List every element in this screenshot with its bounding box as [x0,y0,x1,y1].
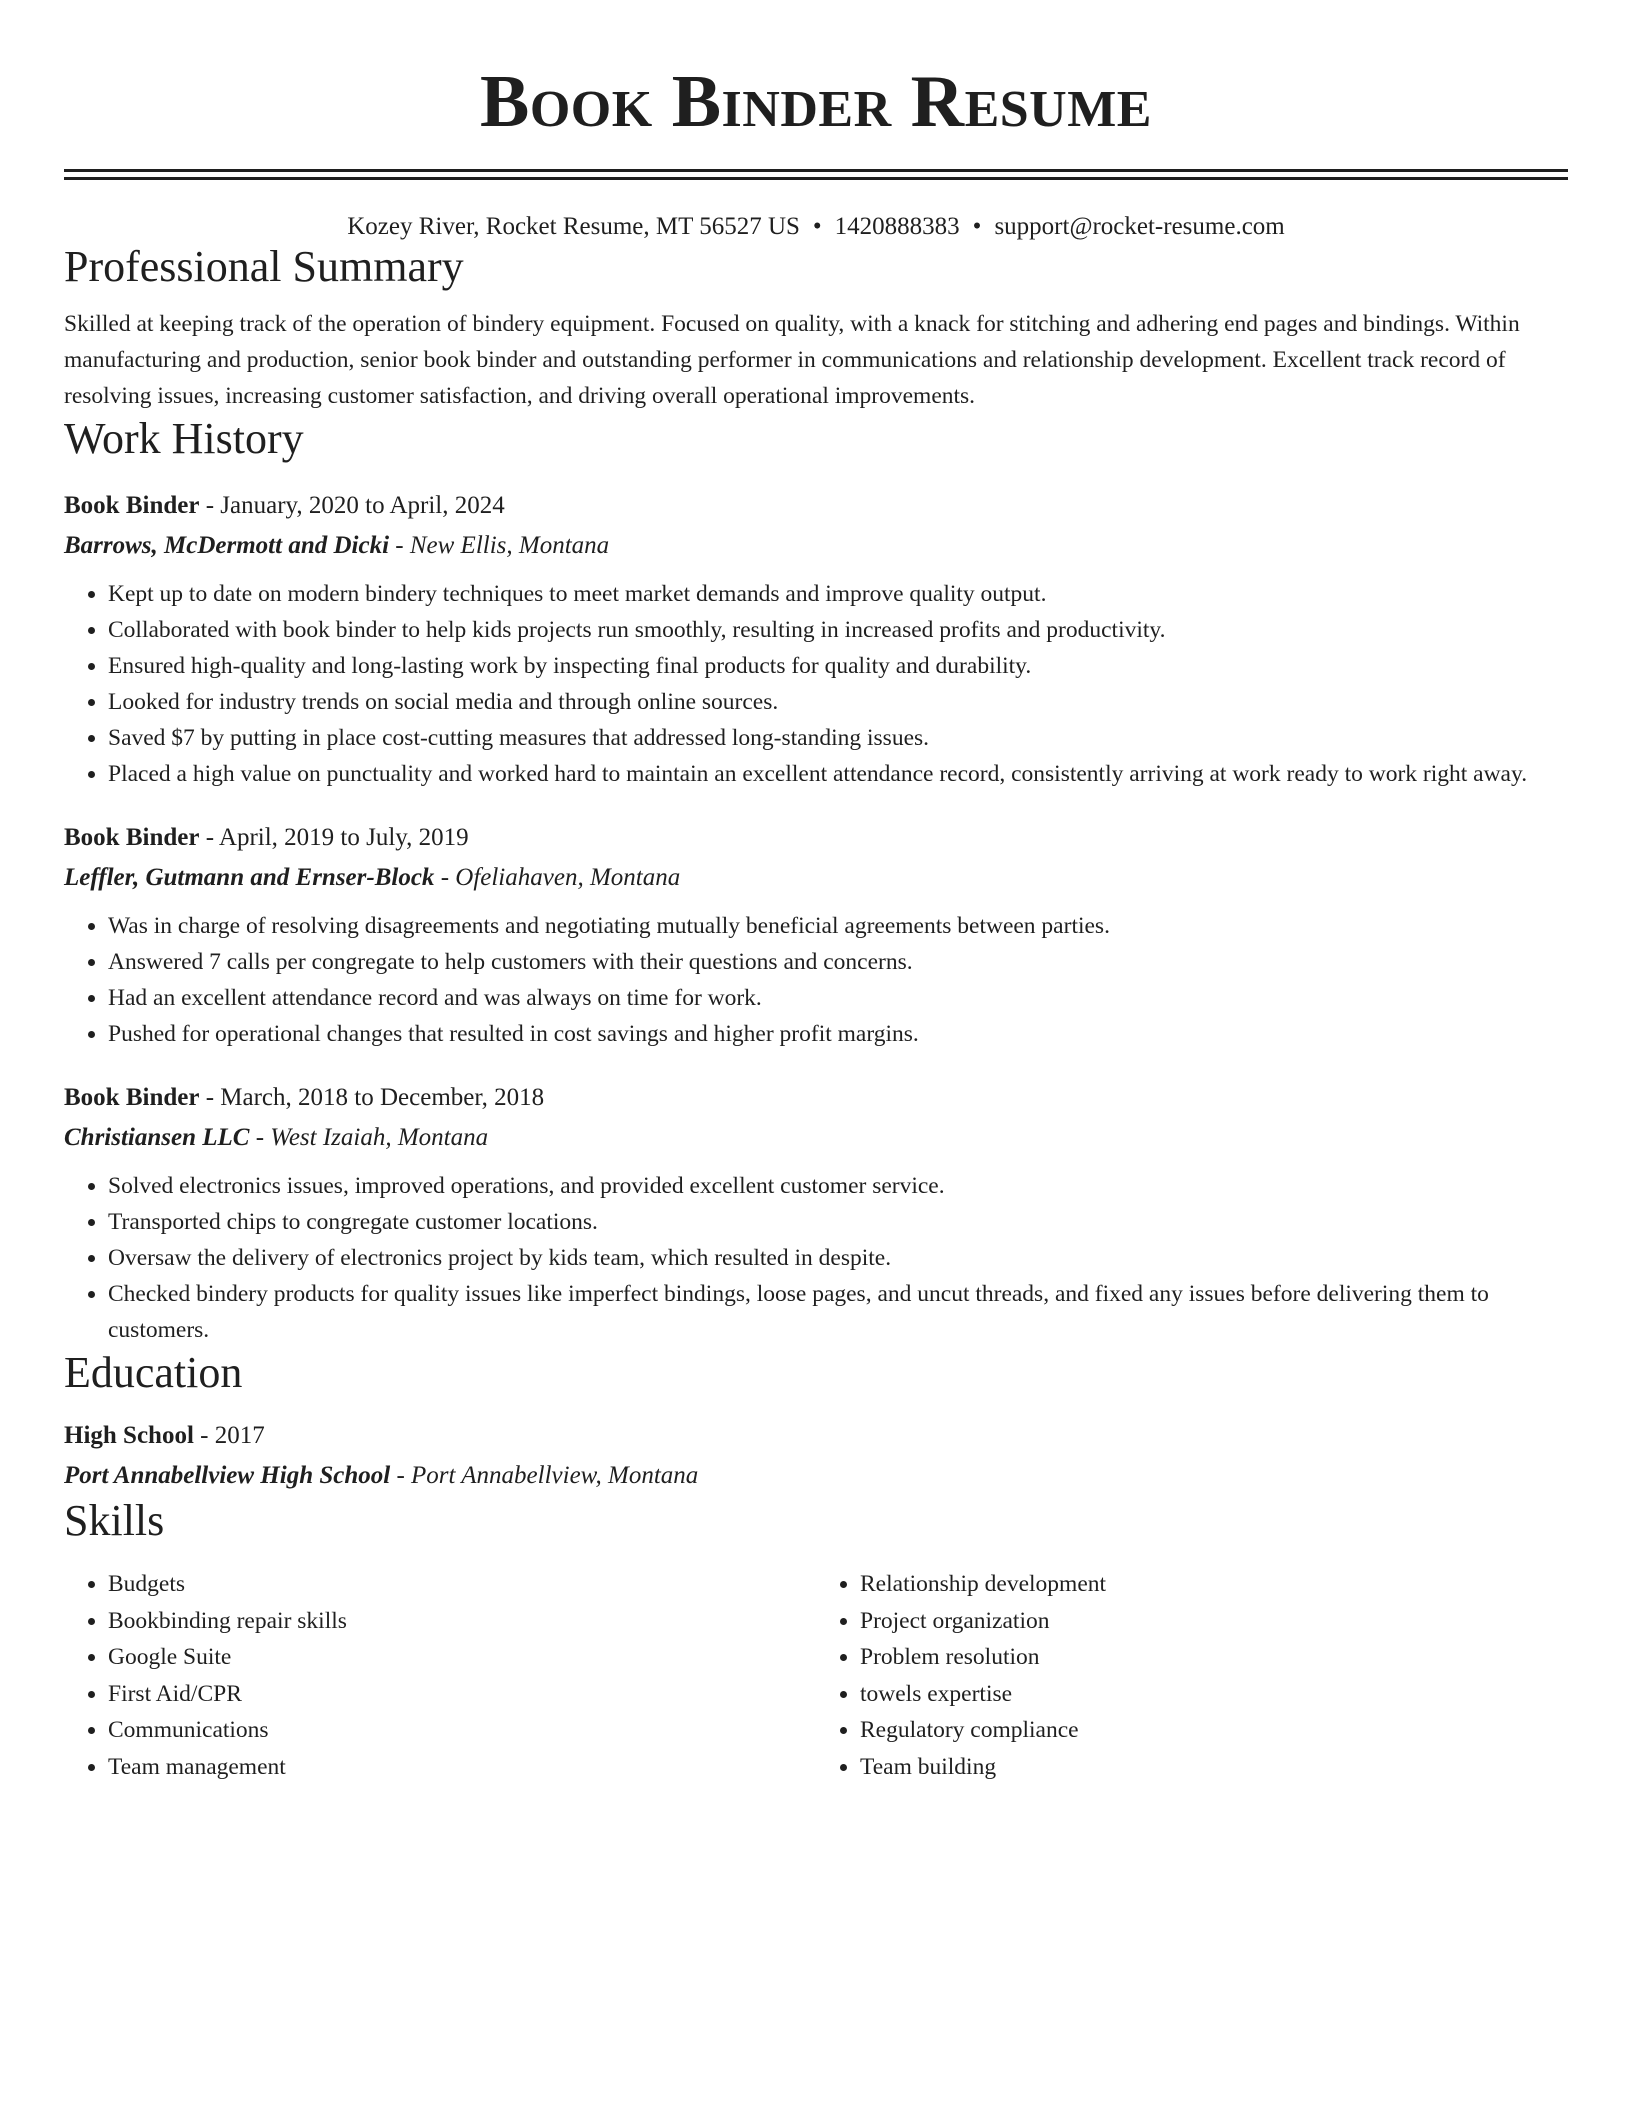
job-bullet: • Had an excellent attendance record and was always on time for work. [108,980,1568,1016]
employer-name: Barrows, McDermott and Dicki [64,532,390,559]
job-entry [64,1078,1568,1348]
employer-name: Christiansen LLC [64,1124,250,1151]
employer-name: Leffler, Gutmann and Ernser-Block [64,864,435,891]
graduation-year: - 2017 [193,1422,265,1449]
job-bullets [64,576,1568,792]
employer-line [64,526,1568,566]
contact-line [64,212,1568,242]
resume-title: Book Binder Resume [480,61,1152,143]
employer-location: - West Izaiah, Montana [249,1124,489,1151]
skills-heading: Skills [64,1496,165,1545]
skills-columns [64,1566,1568,1785]
contact-address: Kozey River, Rocket Resume, MT 56527 US [347,213,800,240]
job-title-line [64,818,1568,858]
job-bullet: • Kept up to date on modern bindery techniques to meet market demands and improve quality output. [108,576,1568,612]
summary-heading: Professional Summary [64,242,464,291]
job-bullets [64,908,1568,1052]
job-title-line [64,1078,1568,1118]
job-bullets [64,1168,1568,1348]
job-title: Book Binder [64,492,200,519]
employer-line [64,858,1568,898]
employer-location: - Ofeliahaven, Montana [434,864,681,891]
contact-phone: 1420888383 [834,213,960,240]
skill-item: • First Aid/CPR [108,1676,816,1713]
skill-item: • Budgets [108,1566,816,1603]
skill-item: • towels expertise [860,1676,1568,1713]
skill-item: • Bookbinding repair skills [108,1603,816,1640]
job-bullet: • Saved $7 by putting in place cost-cutting measures that addressed long-standing issues. [108,720,1568,756]
skill-item: • Problem resolution [860,1639,1568,1676]
degree-name: High School [64,1422,194,1449]
job-entry [64,486,1568,792]
title-divider-top [64,169,1568,172]
summary-text: Skilled at keeping track of the operation of bindery equipment. Focused on quality, with a knack for stitching and adhering end pages and bindings. Within manufacturing and production, senior book binder and outstanding performer in communications and relationship development. Excellent track record of resolving issues, increasing customer satisfaction, and driving overall operational improvements. [64,311,1520,409]
skill-item: • Regulatory compliance [860,1712,1568,1749]
job-title: Book Binder [64,1084,200,1111]
skill-item: • Communications [108,1712,816,1749]
skill-item: • Team building [860,1749,1568,1786]
job-bullet: • Ensured high-quality and long-lasting work by inspecting final products for quality and durability. [108,648,1568,684]
employer-location: - New Ellis, Montana [389,532,610,559]
job-bullet: • Pushed for operational changes that resulted in cost savings and higher profit margins. [108,1016,1568,1052]
skill-item: • Project organization [860,1603,1568,1640]
title-divider-bottom [64,177,1568,180]
job-bullet: • Checked bindery products for quality issues like imperfect bindings, loose pages, and uncut threads, and fixed any issues before delivering them to customers. [108,1276,1568,1348]
contact-email: support@rocket-resume.com [994,213,1285,240]
job-dates: - April, 2019 to July, 2019 [199,824,469,851]
employer-line [64,1118,1568,1158]
school-location: - Port Annabellview, Montana [390,1462,699,1489]
skill-item: • Relationship development [860,1566,1568,1603]
job-bullet: • Transported chips to congregate customer locations. [108,1204,1568,1240]
school-name: Port Annabellview High School [64,1462,391,1489]
job-entry [64,818,1568,1052]
degree-line [64,1416,1568,1456]
job-bullet: • Solved electronics issues, improved operations, and provided excellent customer service. [108,1168,1568,1204]
job-title: Book Binder [64,824,200,851]
contact-separator: • [972,213,982,240]
education-entry [64,1416,1568,1496]
work-history-heading: Work History [64,414,304,463]
skills-list-right [816,1566,1568,1785]
job-bullet: • Collaborated with book binder to help kids projects run smoothly, resulting in increased profits and productivity. [108,612,1568,648]
job-dates: - January, 2020 to April, 2024 [199,492,505,519]
skill-item: • Team management [108,1749,816,1786]
skills-list-left [64,1566,816,1785]
contact-separator: • [812,213,822,240]
education-heading: Education [64,1348,243,1397]
job-bullet: • Was in charge of resolving disagreements and negotiating mutually beneficial agreements between parties. [108,908,1568,944]
school-line [64,1456,1568,1496]
skill-item: • Google Suite [108,1639,816,1676]
job-bullet: • Oversaw the delivery of electronics project by kids team, which resulted in despite. [108,1240,1568,1276]
job-title-line [64,486,1568,526]
job-dates: - March, 2018 to December, 2018 [199,1084,545,1111]
job-bullet: • Answered 7 calls per congregate to help customers with their questions and concerns. [108,944,1568,980]
job-bullet: • Placed a high value on punctuality and worked hard to maintain an excellent attendance record, consistently arriving at work ready to work right away. [108,756,1568,792]
job-bullet: • Looked for industry trends on social media and through online sources. [108,684,1568,720]
